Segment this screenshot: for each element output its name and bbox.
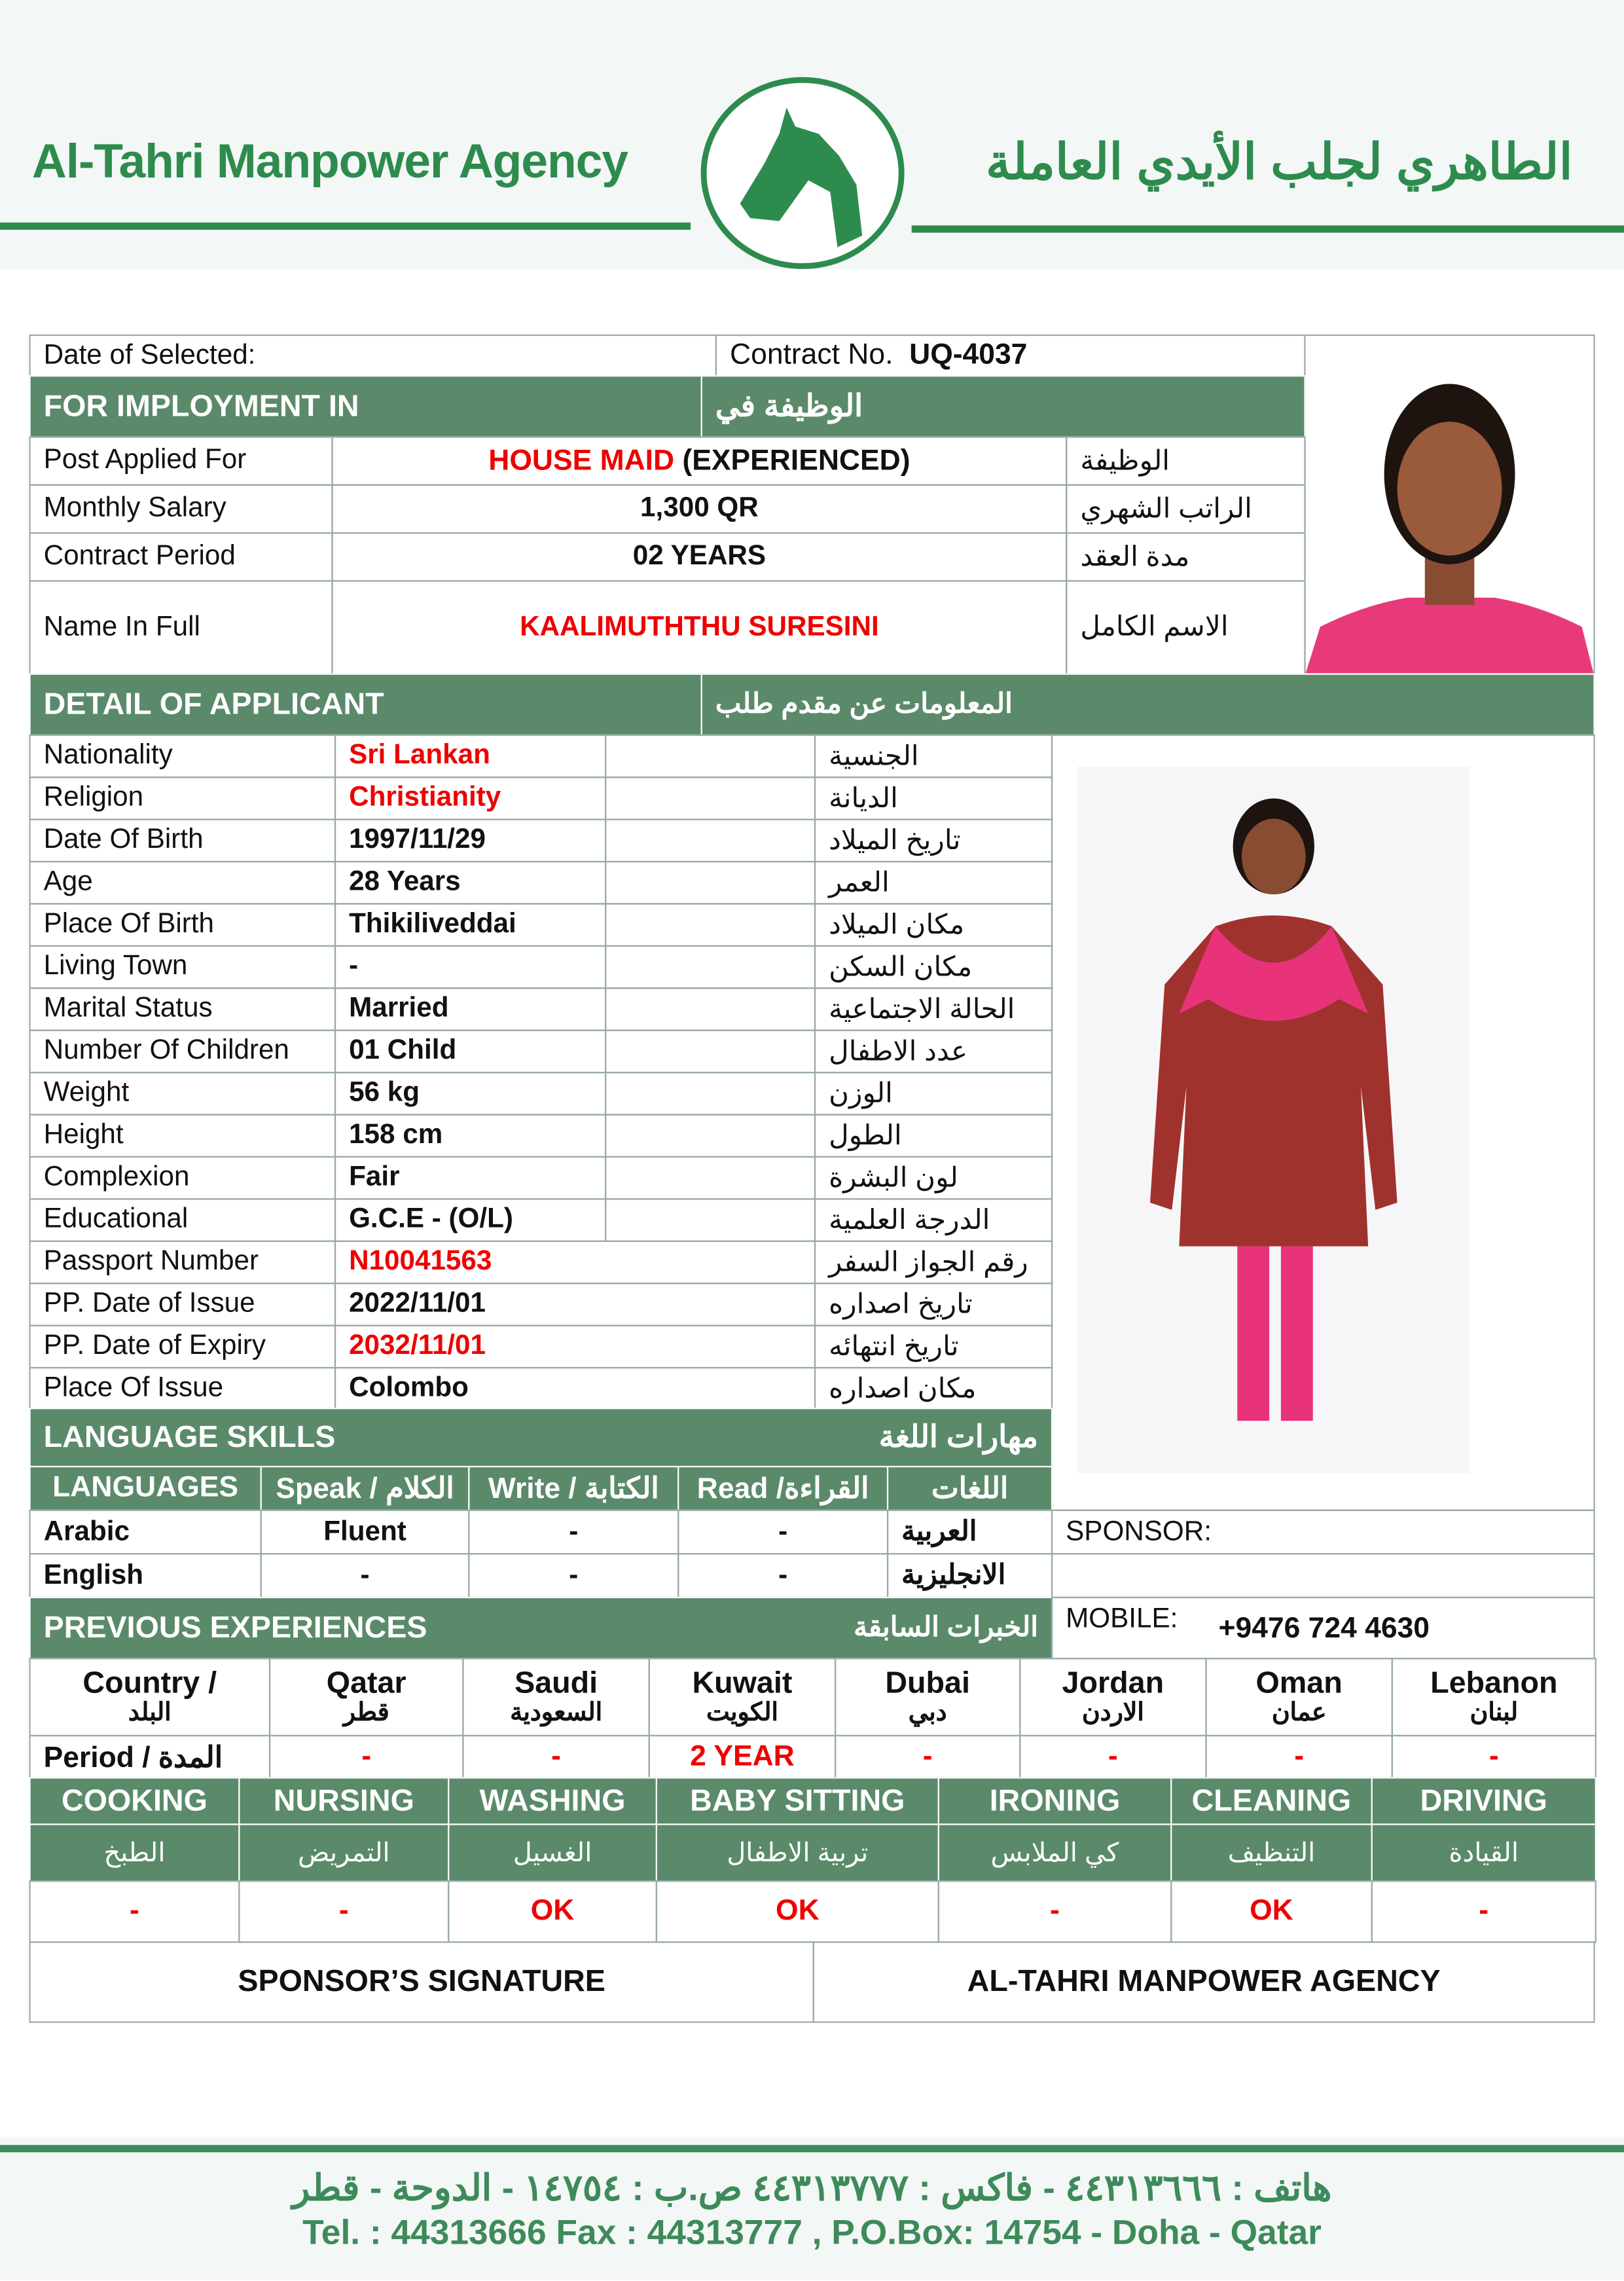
salary-label: Monthly Salary	[29, 484, 333, 534]
experience-period: -	[462, 1735, 650, 1779]
detail-label: Religion	[29, 776, 336, 820]
detail-value: Married	[334, 987, 606, 1031]
skill-name-en: IRONING	[938, 1777, 1172, 1825]
detail-value: Thikiliveddai	[334, 903, 606, 947]
experience-country	[1392, 1658, 1597, 1736]
language-cell: -	[468, 1553, 679, 1598]
language-cell: -	[677, 1510, 888, 1555]
detail-label-ar: تاريخ الميلاد	[814, 819, 1053, 863]
language-header: اللغات	[887, 1466, 1053, 1511]
full-body-photo-icon	[1077, 767, 1470, 1474]
sponsor-label: SPONSOR:	[1051, 1510, 1595, 1555]
detail-value: N10041563	[334, 1241, 816, 1285]
detail-value: Fair	[334, 1156, 606, 1200]
detail-label-ar: تاريخ اصداره	[814, 1283, 1053, 1326]
detail-label: PP. Date of Issue	[29, 1283, 336, 1326]
country-name-en: Lebanon	[1430, 1666, 1558, 1700]
experience-period: Period / المدة	[29, 1735, 270, 1779]
detail-label-ar: الحالة الاجتماعية	[814, 987, 1053, 1031]
experience-country	[649, 1658, 837, 1736]
contract-period-label: Contract Period	[29, 532, 333, 582]
experience-country	[1205, 1658, 1393, 1736]
contract-period-value: 02 YEARS	[331, 532, 1067, 582]
experience-country	[269, 1658, 464, 1736]
post-value-red: HOUSE MAID	[488, 444, 675, 477]
contract-number: UQ-4037	[909, 338, 1028, 371]
contract-period-label-ar: مدة العقد	[1066, 532, 1305, 582]
skill-name-en: DRIVING	[1371, 1777, 1597, 1825]
detail-label: Passport Number	[29, 1241, 336, 1285]
detail-blank	[605, 1030, 816, 1074]
experience-title	[29, 1597, 1053, 1660]
mobile-number: +9476 724 4630	[1218, 1613, 1430, 1645]
skill-name-en: BABY SITTING	[656, 1777, 939, 1825]
post-label-ar: الوظيفة	[1066, 436, 1305, 486]
detail-label: Marital Status	[29, 987, 336, 1031]
contract-label: Contract No.	[730, 338, 893, 371]
detail-blank	[605, 1156, 816, 1200]
country-name-ar: السعودية	[510, 1698, 603, 1727]
language-title-en-text: LANGUAGE SKILLS	[43, 1420, 336, 1454]
detail-value: 01 Child	[334, 1030, 606, 1074]
detail-title-ar: المعلومات عن مقدم طلب	[701, 673, 1595, 736]
country-name-ar: الكويت	[706, 1698, 778, 1727]
sponsor-blank	[1051, 1553, 1595, 1598]
language-header: Read /القراءة	[677, 1466, 888, 1511]
detail-label-ar: مكان السكن	[814, 945, 1053, 989]
detail-value: 2032/11/01	[334, 1325, 816, 1369]
salary-value: 1,300 QR	[331, 484, 1067, 534]
detail-blank	[605, 1114, 816, 1158]
horse-logo-icon	[699, 76, 905, 271]
detail-label-ar: مكان الميلاد	[814, 903, 1053, 947]
post-value-black: (EXPERIENCED)	[682, 444, 911, 477]
detail-label-ar: الوزن	[814, 1072, 1053, 1116]
date-selected-label: Date of Selected:	[29, 335, 717, 376]
post-label: Post Applied For	[29, 436, 333, 486]
country-name-en: Kuwait	[692, 1666, 793, 1700]
country-name-ar: قطر	[343, 1698, 389, 1727]
detail-label: PP. Date of Expiry	[29, 1325, 336, 1369]
language-cell: -	[261, 1553, 470, 1598]
language-cell: Fluent	[261, 1510, 470, 1555]
language-title-en	[29, 1408, 1053, 1467]
skill-name-en: CLEANING	[1170, 1777, 1373, 1825]
detail-value: 1997/11/29	[334, 819, 606, 863]
detail-blank	[605, 776, 816, 820]
skill-value: OK	[1170, 1880, 1373, 1943]
language-cell: Arabic	[29, 1510, 261, 1555]
skill-value: -	[29, 1880, 240, 1943]
header-rule-left	[0, 223, 691, 230]
experience-period: -	[1019, 1735, 1207, 1779]
detail-value: 28 Years	[334, 861, 606, 905]
detail-label: Number Of Children	[29, 1030, 336, 1074]
experience-country	[1019, 1658, 1207, 1736]
full-name-label-ar: الاسم الكامل	[1066, 580, 1305, 674]
employment-title-en: FOR IMPLOYMENT IN	[29, 375, 702, 438]
agency-signature: AL-TAHRI MANPOWER AGENCY	[813, 1941, 1595, 2022]
country-name-en: Country /	[82, 1666, 217, 1700]
detail-blank	[605, 1072, 816, 1116]
country-name-en: Jordan	[1062, 1666, 1164, 1700]
language-cell: الانجليزية	[887, 1553, 1053, 1598]
mobile-label: MOBILE:	[1066, 1603, 1178, 1635]
experience-period: 2 YEAR	[649, 1735, 837, 1779]
skill-name-ar: التمريض	[238, 1823, 449, 1882]
detail-blank	[605, 903, 816, 947]
detail-label: Date Of Birth	[29, 819, 336, 863]
mobile-cell	[1051, 1597, 1595, 1660]
detail-title-en: DETAIL OF APPLICANT	[29, 673, 702, 736]
skill-value: -	[938, 1880, 1172, 1943]
country-name-ar: لبنان	[1470, 1698, 1519, 1727]
header-rule-right	[912, 225, 1624, 232]
skill-name-ar: كي الملابس	[938, 1823, 1172, 1882]
detail-label-ar: الجنسية	[814, 735, 1053, 778]
experience-period: -	[1205, 1735, 1393, 1779]
experience-title-ar: الخبرات السابقة	[854, 1613, 1038, 1643]
detail-blank	[605, 945, 816, 989]
detail-label-ar: الديانة	[814, 776, 1053, 820]
country-name-ar: دبي	[908, 1698, 947, 1727]
language-cell: -	[677, 1553, 888, 1598]
detail-value: Colombo	[334, 1367, 816, 1411]
detail-label: Nationality	[29, 735, 336, 778]
country-name-en: Oman	[1255, 1666, 1343, 1700]
detail-value: 158 cm	[334, 1114, 606, 1158]
experience-country	[835, 1658, 1020, 1736]
detail-label: Place Of Birth	[29, 903, 336, 947]
language-header: Speak / الكلام	[261, 1466, 470, 1511]
skill-value: OK	[448, 1880, 657, 1943]
experience-period: -	[1392, 1735, 1597, 1779]
full-photo-frame	[1051, 735, 1595, 1511]
applicant-portrait	[1304, 335, 1595, 675]
detail-blank	[605, 987, 816, 1031]
detail-label: Living Town	[29, 945, 336, 989]
agency-name-ar: الطاهري لجلب الأيدي العاملة	[985, 135, 1573, 191]
skill-name-ar: الطبخ	[29, 1823, 240, 1882]
skill-name-ar: الغسيل	[448, 1823, 657, 1882]
language-cell: العربية	[887, 1510, 1053, 1555]
detail-label: Educational	[29, 1198, 336, 1242]
skill-name-en: WASHING	[448, 1777, 657, 1825]
contract-cell	[715, 335, 1306, 376]
experience-period: -	[269, 1735, 464, 1779]
detail-value: 56 kg	[334, 1072, 606, 1116]
experience-country	[29, 1658, 270, 1736]
skill-value: -	[238, 1880, 449, 1943]
experience-title-en: PREVIOUS EXPERIENCES	[43, 1610, 427, 1645]
experience-period: -	[835, 1735, 1020, 1779]
experience-country	[462, 1658, 650, 1736]
detail-label-ar: مكان اصداره	[814, 1367, 1053, 1411]
language-header: Write / الكتابة	[468, 1466, 679, 1511]
detail-value: 2022/11/01	[334, 1283, 816, 1326]
detail-label: Age	[29, 861, 336, 905]
language-cell: English	[29, 1553, 261, 1598]
skill-value: -	[1371, 1880, 1597, 1943]
detail-value: -	[334, 945, 606, 989]
detail-label-ar: العمر	[814, 861, 1053, 905]
detail-label-ar: لون البشرة	[814, 1156, 1053, 1200]
skill-value: OK	[656, 1880, 939, 1943]
detail-value: Sri Lankan	[334, 735, 606, 778]
detail-label-ar: رقم الجواز السفر	[814, 1241, 1053, 1285]
country-name-ar: عمان	[1271, 1698, 1327, 1727]
footer-en: Tel. : 44313666 Fax : 44313777 , P.O.Box: 14754 - Doha - Qatar	[302, 2213, 1322, 2253]
country-name-ar: الاردن	[1081, 1698, 1144, 1727]
language-title-ar: مهارات اللغة	[878, 1421, 1038, 1455]
detail-blank	[605, 1198, 816, 1242]
country-name-en: Dubai	[885, 1666, 970, 1700]
salary-label-ar: الراتب الشهري	[1066, 484, 1305, 534]
detail-label: Complexion	[29, 1156, 336, 1200]
detail-blank	[605, 735, 816, 778]
skill-name-en: NURSING	[238, 1777, 449, 1825]
detail-blank	[605, 861, 816, 905]
skill-name-ar: القيادة	[1371, 1823, 1597, 1882]
language-cell: -	[468, 1510, 679, 1555]
detail-label-ar: عدد الاطفال	[814, 1030, 1053, 1074]
agency-name-en: Al-Tahri Manpower Agency	[31, 134, 628, 188]
country-name-en: Saudi	[514, 1666, 598, 1700]
language-header: LANGUAGES	[29, 1466, 261, 1511]
full-name-label: Name In Full	[29, 580, 333, 674]
detail-label-ar: تاريخ انتهائه	[814, 1325, 1053, 1369]
country-name-ar: البلد	[128, 1698, 171, 1727]
detail-label: Place Of Issue	[29, 1367, 336, 1411]
portrait-photo-icon	[1306, 336, 1594, 673]
detail-label-ar: الطول	[814, 1114, 1053, 1158]
detail-blank	[605, 819, 816, 863]
skill-name-ar: تربية الاطفال	[656, 1823, 939, 1882]
post-value	[331, 436, 1067, 486]
skill-name-ar: التنظيف	[1170, 1823, 1373, 1882]
footer-ar: هاتف : ٤٤٣١٣٦٦٦ - فاكس : ٤٤٣١٣٧٧٧ ص.ب : ١٤٧٥٤ - الدوحة - قطر	[292, 2168, 1332, 2210]
full-name-value: KAALIMUTHTHU SURESINI	[331, 580, 1067, 674]
detail-label-ar: الدرجة العلمية	[814, 1198, 1053, 1242]
skill-name-en: COOKING	[29, 1777, 240, 1825]
detail-value: Christianity	[334, 776, 606, 820]
employment-title-ar: الوظيفة في	[701, 375, 1306, 438]
detail-value: G.C.E - (O/L)	[334, 1198, 606, 1242]
detail-label: Weight	[29, 1072, 336, 1116]
footer-rule	[0, 2145, 1624, 2152]
country-name-en: Qatar	[326, 1666, 406, 1700]
detail-label: Height	[29, 1114, 336, 1158]
sponsor-signature: SPONSOR’S SIGNATURE	[29, 1941, 814, 2022]
